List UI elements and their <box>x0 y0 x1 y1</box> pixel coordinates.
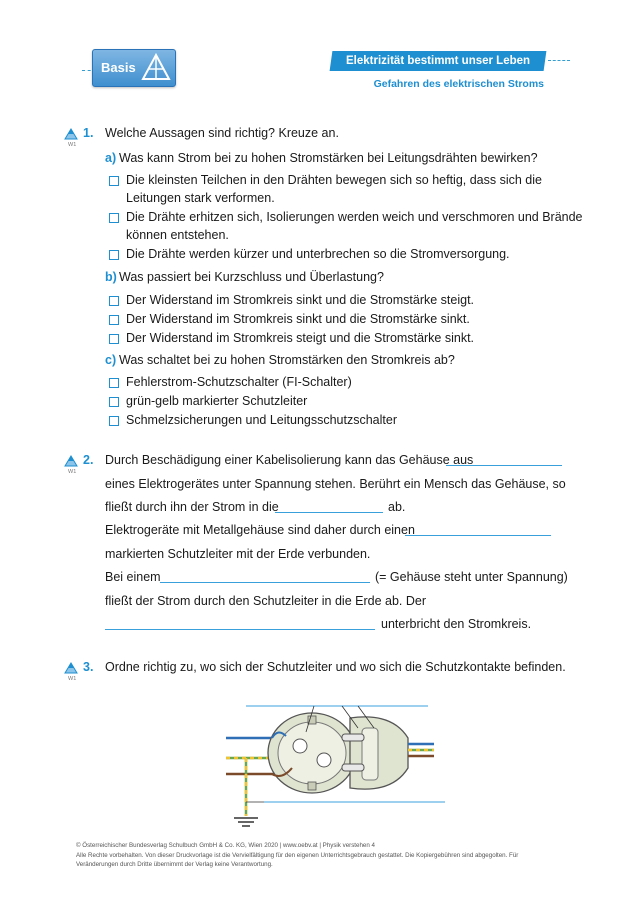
answer-blank[interactable] <box>275 512 383 513</box>
sub-question: Was schaltet bei zu hohen Stromstärken den Stromkreis ab? <box>119 353 455 367</box>
answer-blank[interactable] <box>105 629 375 630</box>
sub-letter: b) <box>105 270 117 284</box>
cloze-text: fließt durch ihn der Strom in die <box>105 500 279 514</box>
cloze-text: Elektrogeräte mit Metallgehäuse sind daher durch einen <box>105 523 415 537</box>
checkbox-icon[interactable] <box>109 334 119 344</box>
option-text: Schmelzsicherungen und Leitungsschutzschalter <box>126 413 397 427</box>
answer-blank[interactable] <box>160 582 370 583</box>
cloze-text: markierten Schutzleiter mit der Erde verbunden. <box>105 547 371 561</box>
sub-letter: a) <box>105 151 117 165</box>
option-text: Die Drähte erhitzen sich, Isolierungen werden weich und verschmoren und Brände <box>126 210 583 224</box>
checkbox-icon[interactable] <box>109 397 119 407</box>
task-level-icon <box>64 455 78 467</box>
cloze-text: eines Elektrogerätes unter Spannung stehen. Berührt ein Mensch das Gehäuse, so <box>105 477 566 491</box>
checkbox-icon[interactable] <box>109 296 119 306</box>
basis-badge <box>92 49 176 87</box>
basis-triangle-icon <box>141 53 171 81</box>
footer-disclaimer: Veränderungen durch Dritte übernimmt der Verlag keine Verantwortung. <box>76 861 273 868</box>
checkbox-icon[interactable] <box>109 176 119 186</box>
task-level-label: W1 <box>68 676 77 682</box>
option-text: grün-gelb markierter Schutzleiter <box>126 394 308 408</box>
worksheet-title-text: Elektrizität bestimmt unser Leben <box>345 55 531 67</box>
cloze-text: (= Gehäuse steht unter Spannung) <box>375 570 568 584</box>
task-level-icon <box>64 128 78 140</box>
cloze-text: fließt der Strom durch den Schutzleiter in die Erde ab. Der <box>105 594 426 608</box>
checkbox-icon[interactable] <box>109 213 119 223</box>
task-number: 3. <box>83 660 94 674</box>
basis-label: Basis <box>101 60 136 75</box>
option-text: Leitungen stark verformen. <box>126 191 275 205</box>
header-dash-right <box>548 60 570 61</box>
task-level-icon <box>64 662 78 674</box>
checkbox-icon[interactable] <box>109 315 119 325</box>
sub-question: Was passiert bei Kurzschluss und Überlastung? <box>119 270 384 284</box>
worksheet-subtitle: Gefahren des elektrischen Stroms <box>373 78 544 90</box>
ground-symbol-icon <box>234 818 258 826</box>
plug-socket-illustration <box>222 698 462 838</box>
task-level-label: W1 <box>68 469 77 475</box>
option-text: Fehlerstrom-Schutzschalter (FI-Schalter) <box>126 375 352 389</box>
answer-blank[interactable] <box>446 465 562 466</box>
footer-copyright: © Österreichischer Bundesverlag Schulbuch GmbH & Co. KG, Wien 2020 | www.oebv.at | Physik verstehen 4 <box>76 842 375 849</box>
task-number: 1. <box>83 126 94 140</box>
option-text: Der Widerstand im Stromkreis sinkt und die Stromstärke steigt. <box>126 293 475 307</box>
cloze-text: Bei einem <box>105 570 161 584</box>
option-text: Der Widerstand im Stromkreis steigt und die Stromstärke sinkt. <box>126 331 475 345</box>
sub-letter: c) <box>105 353 117 367</box>
sub-question: Was kann Strom bei zu hohen Stromstärken bei Leitungsdrähten bewirken? <box>119 151 538 165</box>
task-level-label: W1 <box>68 142 77 148</box>
footer-rights: Alle Rechte vorbehalten. Von dieser Druckvorlage ist die Vervielfältigung für den eigenen Unterrichtsgebrauch gestattet. Die Kopiergebühren sind abgegolten. Für <box>76 852 519 859</box>
checkbox-icon[interactable] <box>109 416 119 426</box>
cloze-text: ab. <box>388 500 406 514</box>
checkbox-icon[interactable] <box>109 378 119 388</box>
worksheet-title <box>330 51 547 71</box>
option-text: können entstehen. <box>126 228 229 242</box>
option-text: Die kleinsten Teilchen in den Drähten bewegen sich so heftig, dass sich die <box>126 173 542 187</box>
task-prompt: Ordne richtig zu, wo sich der Schutzleiter und wo sich die Schutzkontakte befinden. <box>105 660 566 674</box>
option-text: Der Widerstand im Stromkreis sinkt und die Stromstärke sinkt. <box>126 312 470 326</box>
cloze-text: unterbricht den Stromkreis. <box>381 617 532 631</box>
answer-blank[interactable] <box>405 535 551 536</box>
checkbox-icon[interactable] <box>109 250 119 260</box>
task-prompt: Welche Aussagen sind richtig? Kreuze an. <box>105 126 339 140</box>
option-text: Die Drähte werden kürzer und unterbrechen so die Stromversorgung. <box>126 247 510 261</box>
cloze-text: Durch Beschädigung einer Kabelisolierung kann das Gehäuse aus <box>105 453 474 467</box>
task-number: 2. <box>83 453 94 467</box>
